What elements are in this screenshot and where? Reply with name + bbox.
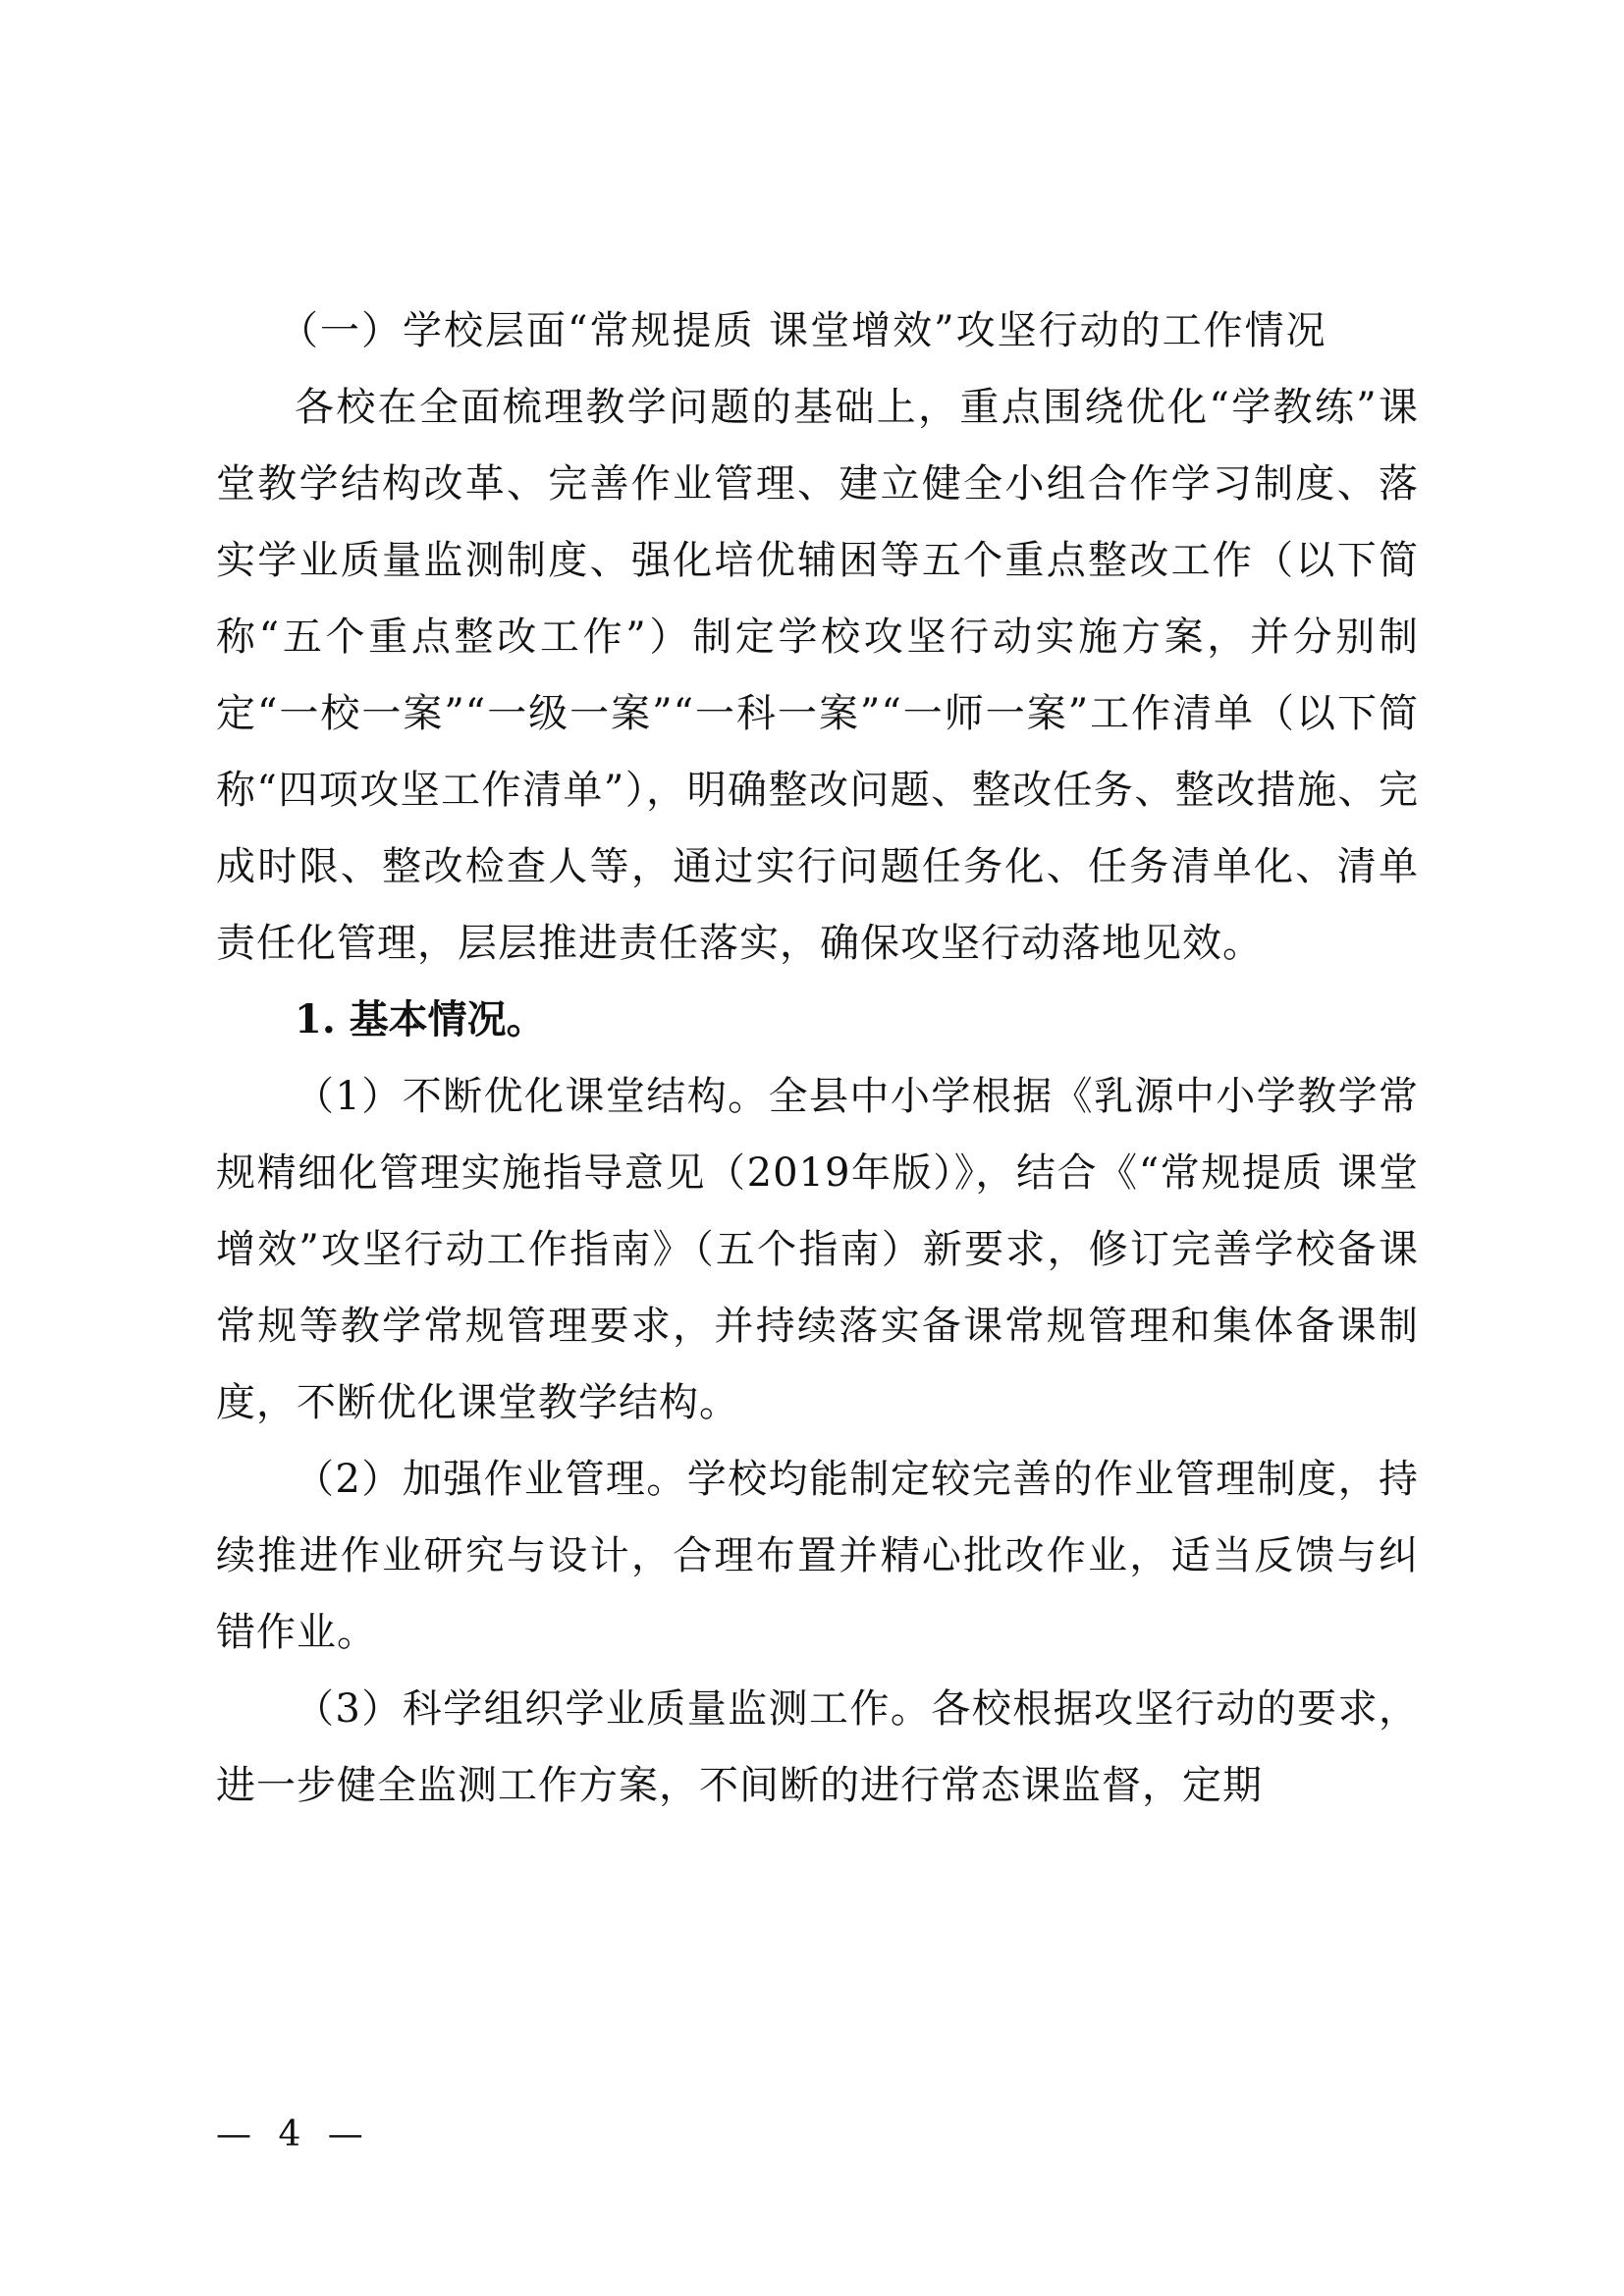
- paragraph-item-3: （3）科学组织学业质量监测工作。各校根据攻坚行动的要求，进一步健全监测工作方案，不间断的进行常态课监督，定期: [216, 1686, 1419, 1808]
- paragraph-item-2: （2）加强作业管理。学校均能制定较完善的作业管理制度，持续推进作业研究与设计，合理布置并精心批改作业，适当反馈与纠错作业。: [216, 1457, 1419, 1655]
- section-heading: （一）学校层面“常规提质 课堂增效”攻坚行动的工作情况: [279, 308, 1327, 353]
- paragraph-item-1: （1）不断优化课堂结构。全县中小学根据《乳源中小学教学常规精细化管理实施指导意见（2019年版）》，结合《“常规提质 课堂增效”攻坚行动工作指南》（五个指南）新要求，修订完善学校备课常规等教学常规管理要求，并持续落实备课常规管理和集体备课制度，不断优化课堂教学结构。: [216, 1074, 1419, 1425]
- page-number: — 4 —: [216, 2114, 371, 2155]
- subheading-basic-situation: 1. 基本情况。: [295, 996, 546, 1042]
- body-text: [216, 293, 1419, 1824]
- paragraph-intro: 各校在全面梳理教学问题的基础上，重点围绕优化“学教练”课堂教学结构改革、完善作业管理、建立健全小组合作学习制度、落实学业质量监测制度、强化培优辅困等五个重点整改工作（以下简称“五个重点整改工作”）制定学校攻坚行动实施方案，并分别制定“一校一案”“一级一案”“一科一案”“一师一案”工作清单（以下简称“四项攻坚工作清单”），明确整改问题、整改任务、整改措施、完成时限、整改检查人等，通过实行问题任务化、任务清单化、清单责任化管理，层层推进责任落实，确保攻坚行动落地见效。: [216, 385, 1419, 966]
